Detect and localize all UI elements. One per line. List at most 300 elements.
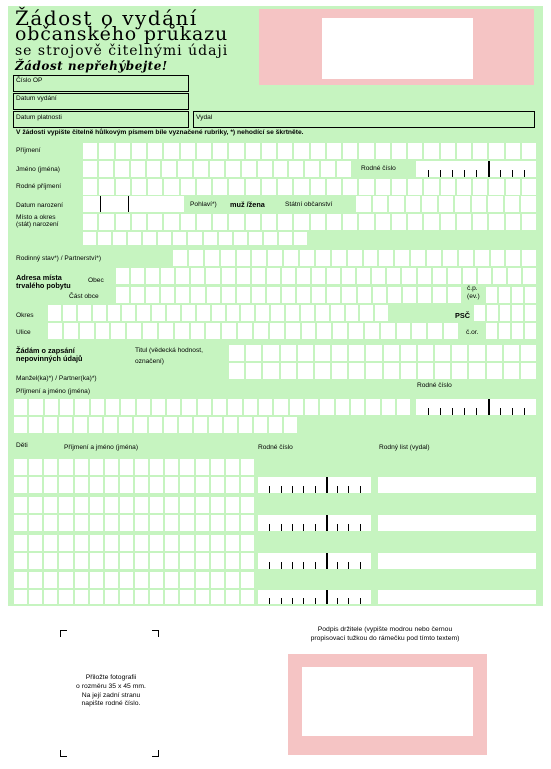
character-cell[interactable] [346, 305, 359, 321]
character-cell[interactable] [284, 417, 297, 433]
character-cell[interactable] [359, 214, 373, 230]
character-cell[interactable] [402, 268, 415, 284]
character-cell[interactable] [83, 214, 97, 230]
character-cell[interactable] [191, 287, 204, 303]
character-cell[interactable] [337, 161, 351, 177]
character-cell[interactable] [274, 161, 288, 177]
child3-rodny-list[interactable] [378, 553, 536, 569]
character-cell[interactable] [116, 287, 129, 303]
character-cell[interactable] [120, 572, 133, 588]
character-cell[interactable] [448, 287, 461, 303]
character-cell[interactable] [14, 553, 27, 569]
character-cell[interactable] [418, 363, 433, 379]
character-cell[interactable] [83, 232, 96, 245]
character-cell[interactable] [226, 590, 239, 604]
character-cell[interactable] [226, 553, 239, 569]
character-cell[interactable] [29, 399, 42, 415]
character-cell[interactable] [127, 323, 141, 339]
character-cell[interactable] [59, 477, 72, 493]
character-cell[interactable] [98, 232, 111, 245]
character-cell[interactable] [206, 323, 220, 339]
titul-field-row2[interactable] [229, 363, 536, 379]
character-cell[interactable] [286, 323, 300, 339]
character-cell[interactable] [44, 477, 57, 493]
child4-name-row2[interactable] [14, 590, 254, 604]
character-cell[interactable] [366, 345, 381, 361]
character-cell[interactable] [135, 497, 148, 513]
child1-rodne-cislo[interactable] [258, 477, 371, 493]
character-cell[interactable] [297, 287, 310, 303]
character-cell[interactable] [504, 345, 519, 361]
character-cell[interactable] [113, 232, 126, 245]
character-cell[interactable] [191, 268, 204, 284]
character-cell[interactable] [222, 268, 235, 284]
character-cell[interactable] [211, 572, 224, 588]
character-cell[interactable] [59, 515, 72, 531]
character-cell[interactable] [90, 590, 103, 604]
character-cell[interactable] [311, 214, 325, 230]
character-cell[interactable] [165, 459, 178, 475]
character-cell[interactable] [135, 459, 148, 475]
character-cell[interactable] [75, 459, 88, 475]
character-cell[interactable] [491, 250, 505, 266]
character-cell[interactable] [164, 143, 178, 159]
character-cell[interactable] [359, 179, 373, 195]
character-cell[interactable] [131, 161, 145, 177]
character-cell[interactable] [165, 553, 178, 569]
character-cell[interactable] [147, 161, 161, 177]
character-cell[interactable] [439, 196, 454, 212]
character-cell[interactable] [213, 179, 227, 195]
character-cell[interactable] [408, 143, 422, 159]
character-cell[interactable] [135, 535, 148, 551]
character-cell[interactable] [182, 305, 195, 321]
character-cell[interactable] [93, 305, 106, 321]
character-cell[interactable] [120, 477, 133, 493]
character-cell[interactable] [176, 268, 189, 284]
character-cell[interactable] [473, 143, 487, 159]
character-cell[interactable] [357, 268, 370, 284]
character-cell[interactable] [478, 268, 491, 284]
muz-zena-option[interactable]: muž /žena [230, 200, 265, 209]
character-cell[interactable] [134, 417, 147, 433]
character-cell[interactable] [105, 515, 118, 531]
character-cell[interactable] [132, 143, 146, 159]
character-cell[interactable] [162, 161, 176, 177]
jmeno-field[interactable] [83, 161, 351, 177]
character-cell[interactable] [99, 179, 113, 195]
character-cell[interactable] [75, 399, 88, 415]
character-cell[interactable] [342, 268, 355, 284]
character-cell[interactable] [392, 179, 406, 195]
character-cell[interactable] [424, 179, 438, 195]
character-cell[interactable] [44, 590, 57, 604]
character-cell[interactable] [148, 179, 162, 195]
character-cell[interactable] [433, 268, 446, 284]
character-cell[interactable] [204, 232, 217, 245]
character-cell[interactable] [135, 572, 148, 588]
character-cell[interactable] [521, 196, 536, 212]
character-cell[interactable] [249, 232, 262, 245]
character-cell[interactable] [180, 477, 193, 493]
character-cell[interactable] [75, 572, 88, 588]
character-cell[interactable] [48, 323, 62, 339]
character-cell[interactable] [14, 515, 27, 531]
character-cell[interactable] [395, 250, 409, 266]
character-cell[interactable] [408, 179, 422, 195]
character-cell[interactable] [311, 179, 325, 195]
character-cell[interactable] [44, 459, 57, 475]
character-cell[interactable] [487, 363, 502, 379]
character-cell[interactable] [411, 250, 425, 266]
character-cell[interactable] [512, 287, 523, 303]
character-cell[interactable] [472, 196, 487, 212]
character-cell[interactable] [387, 268, 400, 284]
character-cell[interactable] [135, 515, 148, 531]
character-cell[interactable] [120, 515, 133, 531]
character-cell[interactable] [427, 250, 441, 266]
child1-name-row1[interactable] [14, 459, 254, 475]
character-cell[interactable] [132, 179, 146, 195]
character-cell[interactable] [150, 497, 163, 513]
character-cell[interactable] [342, 287, 355, 303]
character-cell[interactable] [408, 214, 422, 230]
character-cell[interactable] [522, 250, 536, 266]
character-cell[interactable] [522, 214, 536, 230]
character-cell[interactable] [176, 287, 189, 303]
character-cell[interactable] [213, 399, 226, 415]
character-cell[interactable] [256, 305, 269, 321]
character-cell[interactable] [150, 590, 163, 604]
character-cell[interactable] [469, 363, 484, 379]
character-cell[interactable] [359, 143, 373, 159]
psc-field[interactable] [474, 305, 536, 321]
obec-field[interactable] [116, 268, 536, 284]
character-cell[interactable] [90, 459, 103, 475]
character-cell[interactable] [373, 196, 388, 212]
character-cell[interactable] [122, 305, 135, 321]
character-cell[interactable] [131, 287, 144, 303]
character-cell[interactable] [211, 590, 224, 604]
character-cell[interactable] [435, 345, 450, 361]
character-cell[interactable] [475, 250, 489, 266]
character-cell[interactable] [175, 323, 189, 339]
character-cell[interactable] [59, 553, 72, 569]
character-cell[interactable] [226, 497, 239, 513]
character-cell[interactable] [441, 214, 455, 230]
character-cell[interactable] [150, 572, 163, 588]
okres-field[interactable] [48, 305, 388, 321]
character-cell[interactable] [120, 497, 133, 513]
character-cell[interactable] [161, 268, 174, 284]
character-cell[interactable] [211, 535, 224, 551]
cor-field[interactable] [486, 323, 536, 339]
character-cell[interactable] [333, 323, 347, 339]
character-cell[interactable] [116, 143, 130, 159]
character-cell[interactable] [241, 305, 254, 321]
character-cell[interactable] [209, 417, 222, 433]
manzel-jmeno-field-row2[interactable] [14, 417, 297, 433]
manzel-jmeno-field-row1[interactable] [14, 399, 410, 415]
character-cell[interactable] [489, 143, 503, 159]
character-cell[interactable] [441, 179, 455, 195]
character-cell[interactable] [116, 268, 129, 284]
character-cell[interactable] [210, 161, 224, 177]
character-cell[interactable] [270, 323, 284, 339]
character-cell[interactable] [188, 232, 201, 245]
character-cell[interactable] [150, 477, 163, 493]
character-cell[interactable] [375, 305, 388, 321]
character-cell[interactable] [489, 179, 503, 195]
character-cell[interactable] [298, 345, 313, 361]
character-cell[interactable] [290, 399, 303, 415]
character-cell[interactable] [294, 143, 308, 159]
character-cell[interactable] [219, 232, 232, 245]
signature-box[interactable] [302, 667, 473, 736]
character-cell[interactable] [221, 250, 235, 266]
datum-narozeni-field[interactable] [83, 196, 184, 212]
character-cell[interactable] [263, 363, 278, 379]
character-cell[interactable] [229, 179, 243, 195]
character-cell[interactable] [173, 232, 186, 245]
character-cell[interactable] [392, 143, 406, 159]
cast-obce-field[interactable] [116, 287, 461, 303]
character-cell[interactable] [525, 287, 536, 303]
character-cell[interactable] [14, 590, 27, 604]
character-cell[interactable] [29, 590, 42, 604]
character-cell[interactable] [148, 214, 162, 230]
character-cell[interactable] [167, 399, 180, 415]
character-cell[interactable] [343, 143, 357, 159]
character-cell[interactable] [327, 179, 341, 195]
character-cell[interactable] [252, 268, 265, 284]
character-cell[interactable] [150, 535, 163, 551]
character-cell[interactable] [105, 497, 118, 513]
character-cell[interactable] [222, 323, 236, 339]
character-cell[interactable] [146, 287, 159, 303]
character-cell[interactable] [75, 590, 88, 604]
character-cell[interactable] [360, 305, 373, 321]
character-cell[interactable] [384, 345, 399, 361]
character-cell[interactable] [508, 268, 521, 284]
character-cell[interactable] [246, 179, 260, 195]
character-cell[interactable] [105, 590, 118, 604]
character-cell[interactable] [90, 477, 103, 493]
character-cell[interactable] [96, 323, 110, 339]
statni-obcanstvi-field[interactable] [356, 196, 536, 212]
character-cell[interactable] [90, 553, 103, 569]
character-cell[interactable] [196, 477, 209, 493]
character-cell[interactable] [487, 305, 498, 321]
character-cell[interactable] [29, 535, 42, 551]
character-cell[interactable] [278, 179, 292, 195]
character-cell[interactable] [488, 196, 503, 212]
character-cell[interactable] [343, 179, 357, 195]
character-cell[interactable] [258, 161, 272, 177]
character-cell[interactable] [196, 497, 209, 513]
character-cell[interactable] [254, 323, 268, 339]
character-cell[interactable] [150, 515, 163, 531]
character-cell[interactable] [197, 305, 210, 321]
character-cell[interactable] [229, 214, 243, 230]
character-cell[interactable] [196, 535, 209, 551]
character-cell[interactable] [317, 323, 331, 339]
character-cell[interactable] [14, 572, 27, 588]
character-cell[interactable] [469, 345, 484, 361]
child1-name-row2[interactable] [14, 477, 254, 493]
character-cell[interactable] [412, 323, 426, 339]
character-cell[interactable] [418, 345, 433, 361]
child3-name-row1[interactable] [14, 535, 254, 551]
character-cell[interactable] [14, 497, 27, 513]
rodne-prijmeni-field[interactable] [83, 179, 536, 195]
character-cell[interactable] [227, 305, 240, 321]
character-cell[interactable] [452, 345, 467, 361]
character-cell[interactable] [349, 363, 364, 379]
character-cell[interactable] [343, 214, 357, 230]
character-cell[interactable] [376, 179, 390, 195]
character-cell[interactable] [83, 143, 97, 159]
character-cell[interactable] [271, 305, 284, 321]
character-cell[interactable] [116, 214, 130, 230]
character-cell[interactable] [165, 590, 178, 604]
character-cell[interactable] [522, 143, 536, 159]
character-cell[interactable] [14, 399, 27, 415]
character-cell[interactable] [91, 399, 104, 415]
character-cell[interactable] [282, 268, 295, 284]
character-cell[interactable] [274, 399, 287, 415]
character-cell[interactable] [348, 250, 362, 266]
character-cell[interactable] [197, 179, 211, 195]
character-cell[interactable] [197, 214, 211, 230]
character-cell[interactable] [44, 572, 57, 588]
character-cell[interactable] [165, 572, 178, 588]
character-cell[interactable] [229, 345, 244, 361]
character-cell[interactable] [29, 572, 42, 588]
character-cell[interactable] [131, 268, 144, 284]
character-cell[interactable] [455, 196, 470, 212]
character-cell[interactable] [205, 250, 219, 266]
character-cell[interactable] [104, 417, 117, 433]
character-cell[interactable] [164, 214, 178, 230]
character-cell[interactable] [331, 305, 344, 321]
character-cell[interactable] [294, 214, 308, 230]
character-cell[interactable] [181, 143, 195, 159]
character-cell[interactable] [278, 214, 292, 230]
character-cell[interactable] [74, 417, 87, 433]
character-cell[interactable] [165, 535, 178, 551]
character-cell[interactable] [312, 287, 325, 303]
character-cell[interactable] [99, 214, 113, 230]
character-cell[interactable] [506, 250, 520, 266]
character-cell[interactable] [99, 161, 113, 177]
character-cell[interactable] [448, 268, 461, 284]
character-cell[interactable] [224, 417, 237, 433]
character-cell[interactable] [294, 179, 308, 195]
character-cell[interactable] [349, 323, 363, 339]
ulice-field[interactable] [48, 323, 458, 339]
character-cell[interactable] [486, 323, 497, 339]
character-cell[interactable] [349, 345, 364, 361]
character-cell[interactable] [364, 250, 378, 266]
character-cell[interactable] [336, 399, 349, 415]
character-cell[interactable] [320, 399, 333, 415]
character-cell[interactable] [120, 459, 133, 475]
character-cell[interactable] [282, 287, 295, 303]
character-cell[interactable] [241, 590, 254, 604]
character-cell[interactable] [99, 143, 113, 159]
character-cell[interactable] [180, 459, 193, 475]
character-cell[interactable] [327, 287, 340, 303]
character-cell[interactable] [301, 305, 314, 321]
character-cell[interactable] [254, 417, 267, 433]
character-cell[interactable] [178, 161, 192, 177]
character-cell[interactable] [211, 459, 224, 475]
character-cell[interactable] [459, 250, 473, 266]
character-cell[interactable] [180, 590, 193, 604]
character-cell[interactable] [108, 305, 121, 321]
character-cell[interactable] [512, 305, 523, 321]
character-cell[interactable] [211, 515, 224, 531]
character-cell[interactable] [143, 232, 156, 245]
character-cell[interactable] [59, 497, 72, 513]
character-cell[interactable] [64, 323, 78, 339]
character-cell[interactable] [75, 515, 88, 531]
character-cell[interactable] [332, 363, 347, 379]
manzel-rodne-cislo-field[interactable] [416, 399, 536, 415]
child1-rodny-list[interactable] [378, 477, 536, 493]
child3-name-row2[interactable] [14, 553, 254, 569]
character-cell[interactable] [148, 143, 162, 159]
character-cell[interactable] [226, 515, 239, 531]
character-cell[interactable] [120, 553, 133, 569]
child2-rodny-list[interactable] [378, 515, 536, 531]
character-cell[interactable] [269, 417, 282, 433]
character-cell[interactable] [241, 497, 254, 513]
character-cell[interactable] [106, 399, 119, 415]
character-cell[interactable] [241, 553, 254, 569]
character-cell[interactable] [241, 515, 254, 531]
character-cell[interactable] [149, 417, 162, 433]
character-cell[interactable] [83, 161, 97, 177]
character-cell[interactable] [521, 345, 536, 361]
character-cell[interactable] [44, 515, 57, 531]
character-cell[interactable] [237, 268, 250, 284]
character-cell[interactable] [226, 572, 239, 588]
character-cell[interactable] [211, 497, 224, 513]
character-cell[interactable] [422, 196, 437, 212]
character-cell[interactable] [246, 363, 261, 379]
character-cell[interactable] [316, 305, 329, 321]
character-cell[interactable] [196, 553, 209, 569]
character-cell[interactable] [63, 305, 76, 321]
character-cell[interactable] [376, 214, 390, 230]
character-cell[interactable] [165, 497, 178, 513]
character-cell[interactable] [305, 399, 318, 415]
character-cell[interactable] [406, 196, 421, 212]
character-cell[interactable] [48, 305, 61, 321]
character-cell[interactable] [376, 143, 390, 159]
character-cell[interactable] [180, 497, 193, 513]
character-cell[interactable] [244, 399, 257, 415]
character-cell[interactable] [137, 399, 150, 415]
character-cell[interactable] [373, 287, 386, 303]
character-cell[interactable] [289, 161, 303, 177]
character-cell[interactable] [90, 572, 103, 588]
character-cell[interactable] [75, 535, 88, 551]
character-cell[interactable] [505, 196, 520, 212]
character-cell[interactable] [222, 287, 235, 303]
